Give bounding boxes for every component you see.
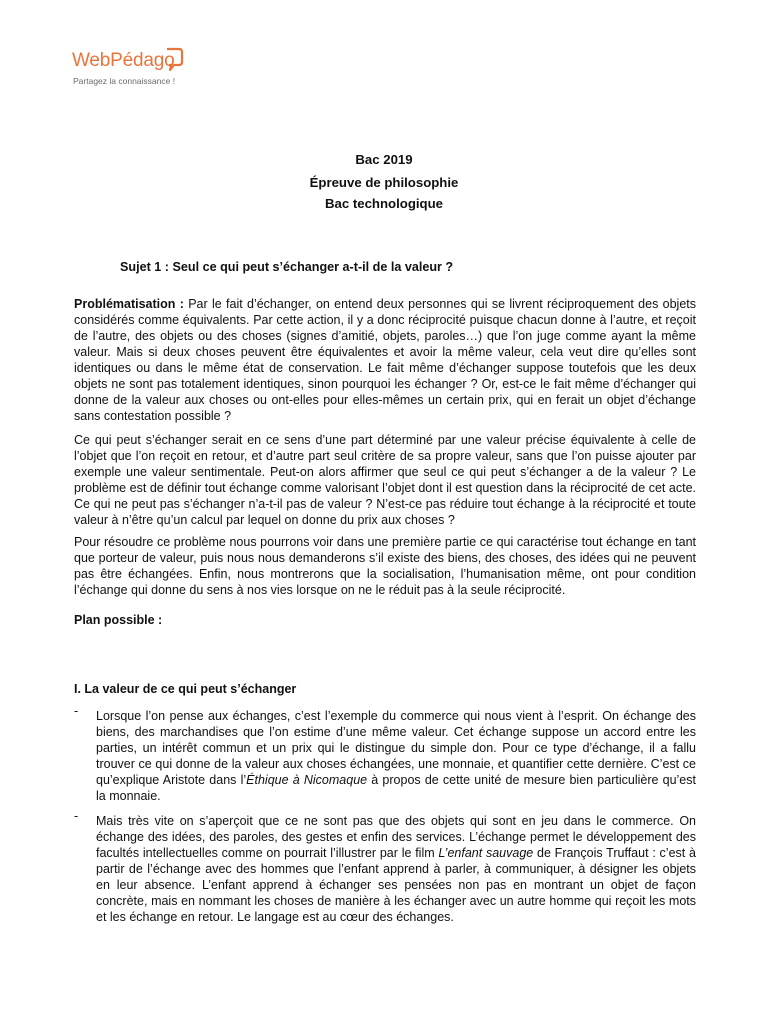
bullet-1-text-b: à propos de cette unité de mesure bien particulière qu’est la monnaie.: [96, 773, 696, 803]
plan-heading: Plan possible :: [74, 613, 163, 627]
paragraph-2: Ce qui peut s’échanger serait en ce sens d’une part déterminé par une valeur précise équivalente à celle de l’objet que l’on reçoit en retour, et d’autre part seul critère de sa propre valeur, sans que l’on puisse ajouter par exemple une valeur sentimentale. Peut-on alors affirmer que seul ce qui peut s’échanger a de la valeur ? Le problème est de définir tout échange comme valorisant l’objet dont il est question dans la réciprocité de cet acte. Ce qui ne peut pas s’échanger n’a-t-il pas de valeur ? N’est-ce pas réduire tout échange à la réciprocité et toute valeur à n’être qu’un calcul par lequel on donne du prix aux choses ?: [74, 433, 696, 527]
bullet-2-text-a: Mais très vite on s’aperçoit que ce ne sont pas que des objets qui sont en jeu dans le commerce. On échange des idées, des paroles, des gestes et enfin des services. L’échange permet le développement des facultés intellectuelles comme on pourrait l’illustrer par le film: [96, 814, 696, 860]
problematisation-paragraph: [74, 296, 696, 424]
bullet-1-book-title: Éthique à Nicomaque: [246, 773, 368, 787]
bullet-2-text-b: de François Truffaut : c’est à partir de l’échange avec des hommes que l’enfant apprend à parler, à communiquer, à désigner les objets en leur absence. L’enfant apprend à échanger ses pensées non pas en montrant un objet de façon concrète, mais en nommant les choses de manière à les échanger avec un autre homme qui reçoit les mots et les échange en retour. Le langage est au cœur des échanges.: [96, 846, 696, 924]
sujet-title: Sujet 1 : Seul ce qui peut s’échanger a-t-il de la valeur ?: [120, 260, 454, 274]
exam-year: Bac 2019: [355, 152, 413, 167]
bullet-2: [96, 813, 696, 925]
webpedago-logo: [72, 44, 202, 90]
bullet-1: [96, 708, 696, 804]
exam-subject: Épreuve de philosophie: [309, 175, 459, 190]
exam-track: Bac technologique: [325, 196, 443, 211]
section-1-title: I. La valeur de ce qui peut s’échanger: [74, 682, 297, 696]
bullet-marker-1: -: [74, 704, 79, 718]
problematisation-text: Par le fait d’échanger, on entend deux personnes qui se livrent réciproquement des objets considérés comme équivalents. Par cette action, il y a donc réciprocité puisque chacun donne à l’autre, et reçoit de l’autre, des objets ou des choses (signes d’amitié, objets, paroles…) que l’on juge comme ayant la même valeur. Mais si deux choses peuvent être équivalentes et avoir la même valeur, cela veut dire qu’elles sont identiques ou dans le même état de conservation. Le fait même d’échanger suppose toutefois que les deux objets ne sont pas totalement identiques, sinon pourquoi les échanger ? Or, est-ce le fait même d’échanger qui donne de la valeur aux choses ou ont-elles pour elles-mêmes un certain prix, qui en ferait un objet d’échange sans contestation possible ?: [74, 297, 696, 423]
paragraph-3: Pour résoudre ce problème nous pourrons voir dans une première partie ce qui caractérise tout échange en tant que porteur de valeur, puis nous nous demanderons s’il existe des biens, des choses, des idées qui ne peuvent pas être échangées. Enfin, nous montrerons que la socialisation, l’humanisation même, ont pour condition l’échange qui donne du sens à nos vies lorsque on ne le réduit pas à la seule réciprocité.: [74, 535, 696, 597]
bullet-marker-2: -: [74, 809, 79, 823]
bullet-2-film-title: L’enfant sauvage: [438, 846, 534, 860]
bullet-1-text-a: Lorsque l’on pense aux échanges, c’est l’exemple du commerce qui nous vient à l’esprit. On échange des biens, des marchandises que l’on estime d’une même valeur. Cet échange suppose un accord entre les parties, un intérêt commun et un prix qui le distingue du simple don. Pour ce type d’échange, il a fallu trouver ce qui donne de la valeur aux choses échangées, une monnaie, et quantifier cette dernière. C’est ce qu’explique Aristote dans l’: [96, 709, 696, 787]
logo-name: WebPédago: [72, 50, 175, 71]
speech-bubble-icon: [164, 46, 184, 72]
logo-tagline: Partagez la connaissance !: [73, 76, 176, 86]
problematisation-label: Problématisation :: [74, 297, 184, 311]
